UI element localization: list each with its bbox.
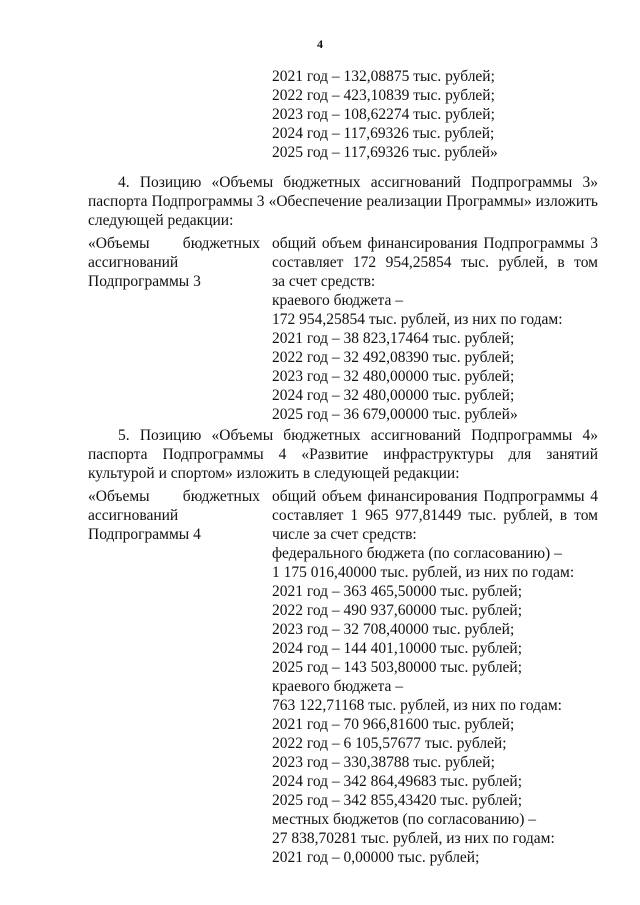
value-line: краевого бюджета – (272, 678, 404, 695)
value-line: 2022 год – 32 492,08390 тыс. рублей; (272, 349, 515, 366)
label-line: «Объемы бюджетных (88, 488, 260, 505)
value-line: 2025 год – 342 855,43420 тыс. рублей; (272, 792, 523, 809)
value-line: числе за счет средств: (272, 526, 417, 543)
value-line: местных бюджетов (по согласованию) – (272, 811, 536, 828)
value-line: 2021 год – 38 823,17464 тыс. рублей; (272, 330, 515, 347)
paragraph-line: следующей редакции: (88, 212, 234, 229)
item-5-paragraph (88, 426, 598, 483)
value-line: общий объем финансирования Подпрограммы 3 (272, 235, 598, 252)
value-line: 2022 год – 6 105,57677 тыс. рублей; (272, 735, 507, 752)
item-4-paragraph (88, 173, 598, 230)
value-line: 2025 год – 143 503,80000 тыс. рублей; (272, 659, 523, 676)
value-line: за счет средств: (272, 273, 376, 290)
label-line: Подпрограммы 4 (88, 526, 201, 543)
label-line: «Объемы бюджетных (88, 235, 260, 252)
value-line: 2023 год – 330,38788 тыс. рублей; (272, 754, 495, 771)
item-4-value-head (272, 234, 598, 272)
value-line: федерального бюджета (по согласованию) – (272, 545, 562, 562)
value-line: 2021 год – 0,00000 тыс. рублей; (272, 849, 480, 866)
item-4-value-column (272, 272, 563, 424)
paragraph-line: 5. Позицию «Объемы бюджетных ассигнований Подпрограммы 4» (118, 427, 598, 444)
value-line: 1 175 016,40000 тыс. рублей, из них по годам: (272, 564, 575, 581)
text-line: 2023 год – 108,62274 тыс. рублей; (272, 106, 495, 123)
value-line: 2025 год – 36 679,00000 тыс. рублей» (272, 406, 518, 423)
item-5-value-head (272, 487, 598, 525)
value-line: составляет 1 965 977,81449 тыс. рублей, в том (272, 507, 598, 524)
paragraph-line: паспорта Подпрограммы 4 «Развитие инфраструктуры для занятий (88, 446, 598, 463)
value-line: общий объем финансирования Подпрограммы 4 (272, 488, 598, 505)
label-line: ассигнований (88, 254, 179, 271)
label-line: Подпрограммы 3 (88, 273, 201, 290)
value-line: 763 122,71168 тыс. рублей, из них по годам: (272, 697, 562, 714)
item-4-label-column (88, 234, 260, 291)
value-line: составляет 172 954,25854 тыс. рублей, в том (272, 254, 598, 271)
text-line: 2024 год – 117,69326 тыс. рублей; (272, 125, 495, 142)
value-line: 172 954,25854 тыс. рублей, из них по годам: (272, 311, 563, 328)
label-line: ассигнований (88, 507, 179, 524)
value-line: 2023 год – 32 480,00000 тыс. рублей; (272, 368, 515, 385)
paragraph-line: паспорта Подпрограммы 3 «Обеспечение реализации Программы» изложить (88, 193, 598, 210)
value-line: 27 838,70281 тыс. рублей, из них по годам: (272, 830, 555, 847)
text-line: 2021 год – 132,08875 тыс. рублей; (272, 68, 495, 85)
value-line: 2024 год – 342 864,49683 тыс. рублей; (272, 773, 523, 790)
paragraph-line: культурой и спортом» изложить в следующей редакции: (88, 465, 460, 482)
value-line: 2021 год – 363 465,50000 тыс. рублей; (272, 583, 523, 600)
value-line: 2023 год – 32 708,40000 тыс. рублей; (272, 621, 515, 638)
value-line: краевого бюджета – (272, 292, 404, 309)
item-5-value-column (272, 525, 574, 867)
value-line: 2024 год – 32 480,00000 тыс. рублей; (272, 387, 515, 404)
page-number: 4 (317, 37, 323, 51)
value-line: 2021 год – 70 966,81600 тыс. рублей; (272, 716, 515, 733)
item-5-label-column (88, 487, 260, 544)
text-line: 2022 год – 423,10839 тыс. рублей; (272, 87, 495, 104)
value-line: 2022 год – 490 937,60000 тыс. рублей; (272, 602, 523, 619)
text-line: 2025 год – 117,69326 тыс. рублей» (272, 144, 498, 161)
value-line: 2024 год – 144 401,10000 тыс. рублей; (272, 640, 523, 657)
paragraph-line: 4. Позицию «Объемы бюджетных ассигнований Подпрограммы 3» (118, 174, 598, 191)
intro-year-list (272, 67, 498, 162)
